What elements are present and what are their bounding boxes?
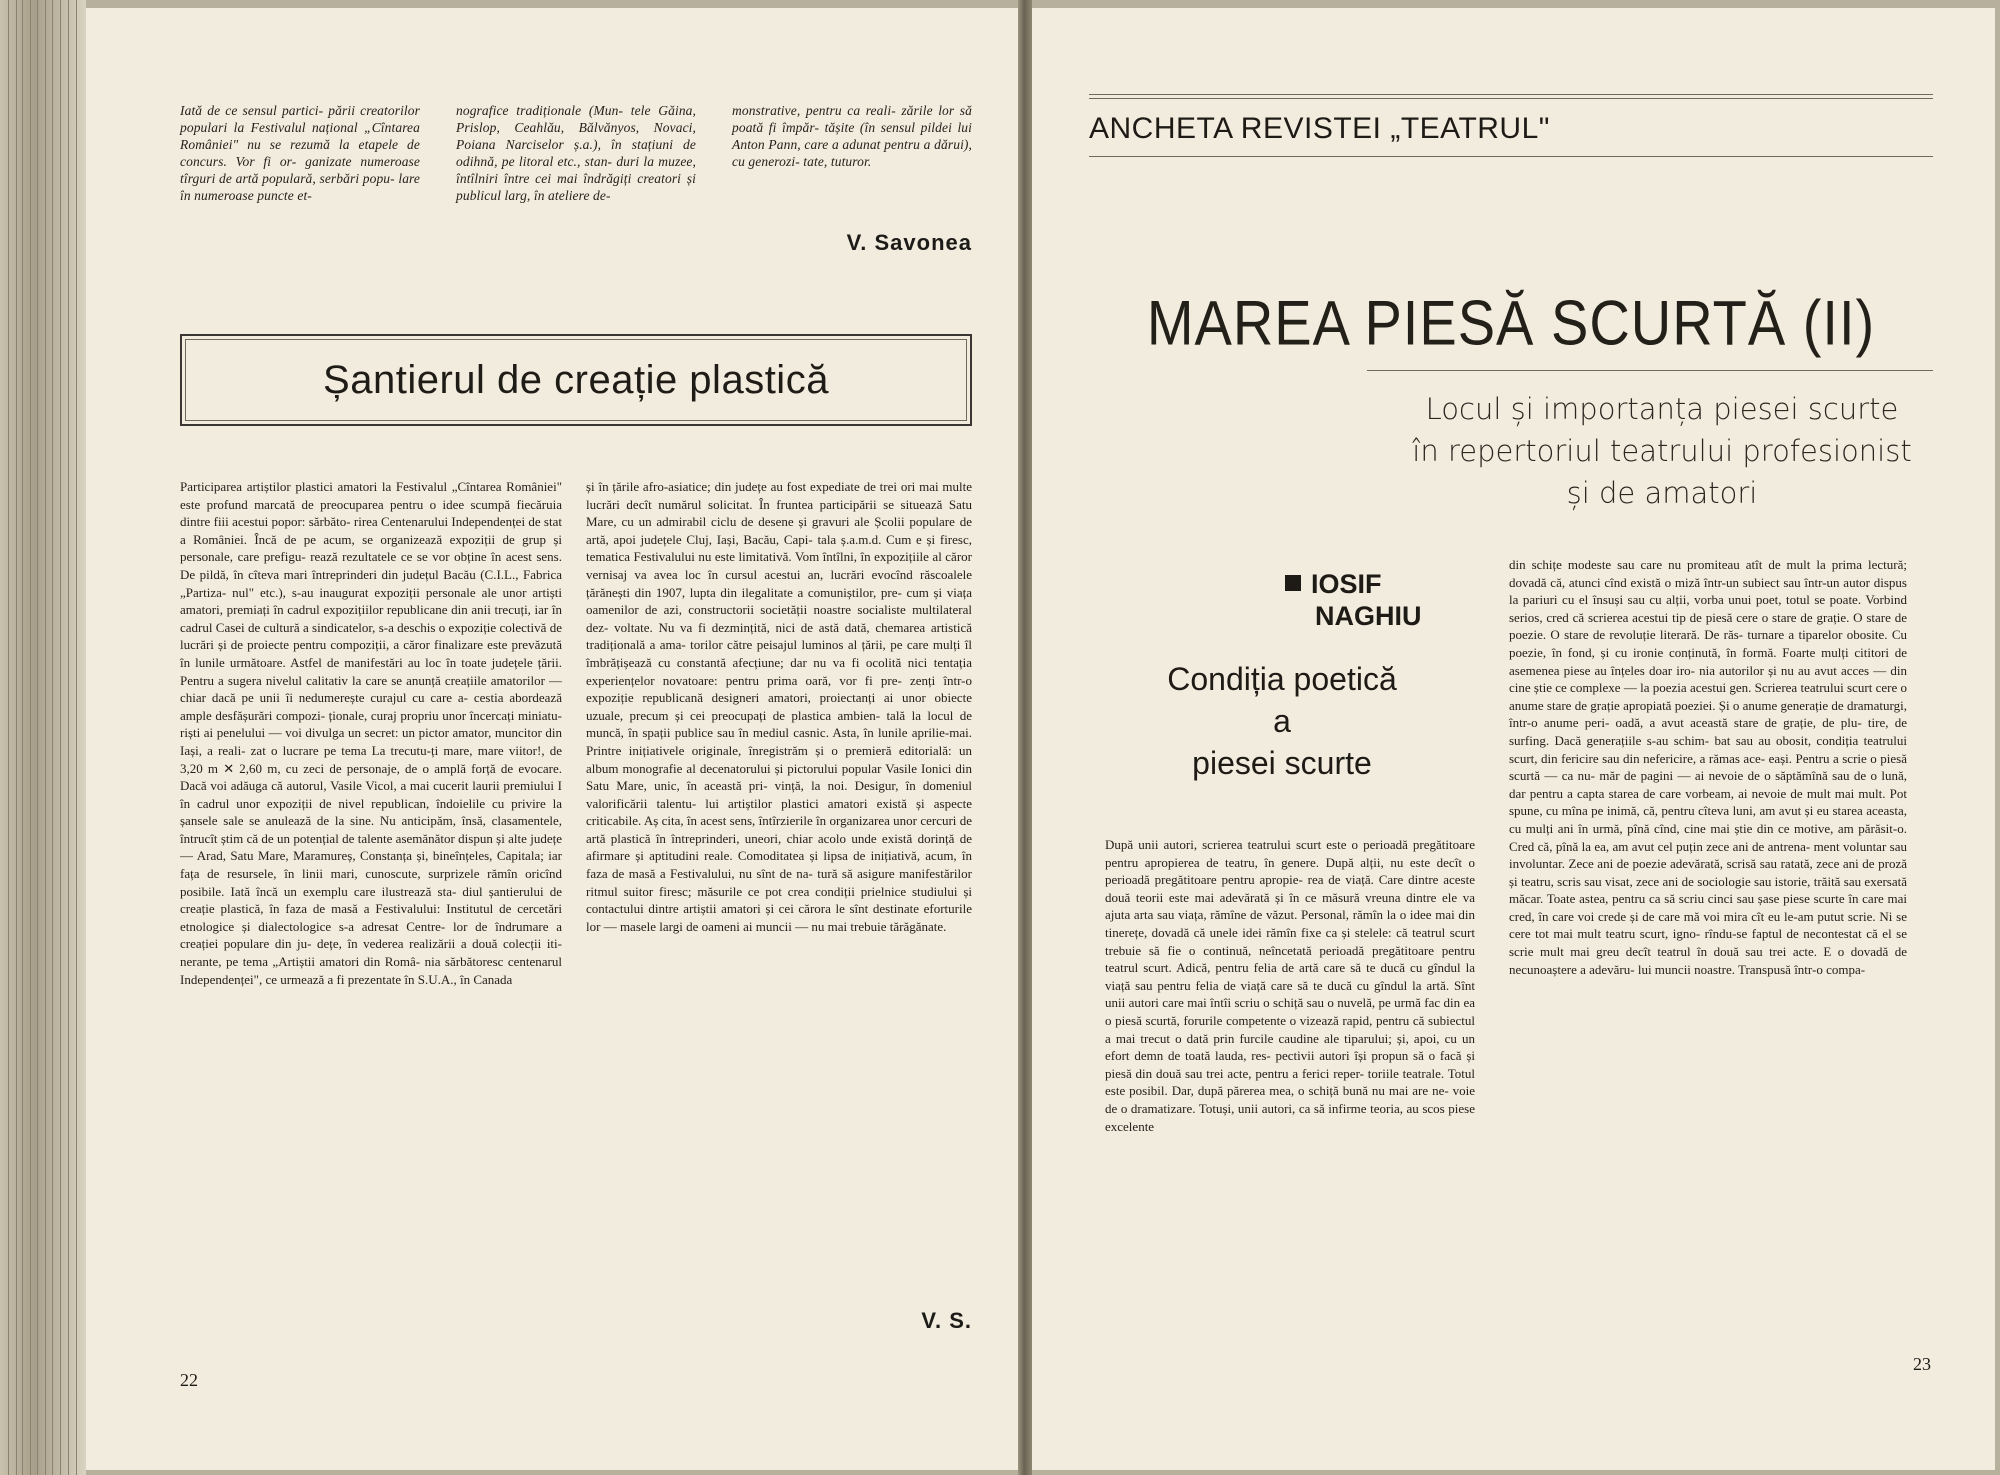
bullet-square-icon [1285,575,1301,591]
main-title: MAREA PIESĂ SCURTĂ (II) [1146,287,1876,358]
subtitle-line-3: și de amatori [1566,476,1758,510]
headline-line-1: Condiția poetică [1167,661,1397,697]
header-rule-bottom [1089,156,1933,157]
headline-line-2: a [1273,703,1291,739]
page-22 [86,8,1024,1470]
intro-column-3: monstrative, pentru ca reali- zările lor să poată fi împăr- tășite (în sensul pildei lui Anton Pann, care a adunat pentru a dărui), cu generozi- tate, tuturor. [732,103,972,169]
article-column-1: Participarea artiștilor plastici amatori la Festivalul „Cîntarea României" este profund marcată de preocuparea pentru o idee scumpă fiecăruia dintre fiii acestui popor: sărbăto- rirea Centenarului Independenței de stat a României. Încă de pe acum, se organizează expoziții de grup și personale, care prefigu- rează rezultatele ce se vor obține în acest sens. De pildă, în cîteva mari întreprinderi din județul Bacău (C.I.L., Fabrica „Partiza- nul" etc.), s-au inaugurat expoziții personale ale unor artiști amatori, premiați în cadrul expozițiilor republicane din anii trecuți, iar în cadrul Casei de cultură a sindicatelor, s-a deschis o expoziție colectivă de lucrări și de proiecte pentru compoziții, a căror finalizare este prevăzută în lunile următoare. Astfel de manifestări au loc în toate județele țării. Pentru a sugera nivelul calitativ la care se anunță creațiile amatorilor — chiar dacă pe unii îi nedumerește curajul cu care a- cestia abordează ample desfășurări compozi- ționale, curaj propriu unor încercați miniatu- riști ai penelului — voi divulga un secret: un pictor amator, muncitor din Iași, a reali- zat o lucrare pe tema La trecutu-ți mare, mare viitor!, de 3,20 m ✕ 2,60 m, cu zeci de personaje, de o amplă forță de evocare. Dacă voi adăuga că autorul, Vasile Vicol, a mai cucerit laurii premiului I în cadrul unor expoziții de nivel republican, îndoielile cu privire la șansele sale se anulează de la sine. Nu anticipăm, însă, clasamentele, întrucît știm că de un potențial de talente asemănător dispun și alte județe — Arad, Satu Mare, Maramureș, Constanța și, bineînțeles, Capitala; iar fața de resursele, în linii mari, cunoscute, surprizele rămîn oricînd posibile. Iată încă un exemplu care ilustrează sta- diul șantierului de creație plastică, în faza de masă a Festivalului: Institutul de cercetări etnologice și dialectologice s-a adresat Centre- lor de îndrumare a creației populare din ju- dețe, în vederea realizării a două colecții iti- nerante, pe tema „Artiștii amatori din Româ- nia sărbătoresc centenarul Independenței", ce urmează a fi prezentate în S.U.A., în Canada [180,479,562,987]
header-rule-top-2 [1089,98,1933,99]
subtitle-line-1: Locul și importanța piesei scurte [1425,392,1899,426]
article-headline [1132,658,1432,784]
book-gutter [1018,0,1032,1475]
subtitle [1357,388,1967,514]
header-rule-top [1089,94,1933,95]
book-edge [0,0,86,1475]
page-number-right: 23 [1913,1354,1931,1374]
subtitle-line-2: în repertoriul teatrului profesionist [1412,434,1912,468]
author-first-name: IOSIF [1311,569,1382,599]
article-column-1: După unii autori, scrierea teatrului scurt este o perioadă pregătitoare pentru apropierea de teatru, în genere. După alții, nu este decît o perioadă pregătitoare pentru apropie- rea de viață. Care dintre aceste două teorii este mai adevărată și în ce măsură vreuna dintre ele va ajuta arta sau viața, rămîne de văzut. Personal, rămîn la o idee mai din tinerețe, dovadă că unele idei rămîn fixe ca și stelele: că teatrul scurt trebuie să fie o continuă, neîncetată perioadă pregătitoare pentru teatrul scurt. Adică, pentru felia de artă care să te ducă cu gîndul la viață sau pentru felia de viață care să te ducă cu gîndul la artă. Sînt unii autori care mai întîi scriu o schiță sau o nuvelă, pe urmă fac din ea o piesă scurtă, forurile competente o vizează rapid, pentru că subiectul a mai trecut o dată prin furcile caudine ale tiparului; și, apoi, cu un efort demn de toată lauda, res- pectivii autori își propun să o facă și piesă din două sau trei acte, pentru a ferici reper- toriile teatrale. Totul este posibil. Dar, după părerea mea, o schiță bună nu mai are ne- voie de o dramatizare. Totuși, unii autori, ca să infirme teoria, au scos piese excelente [1105,837,1475,1134]
intro-signature: V. Savonea [846,230,972,255]
article-column-2: și în țările afro-asiatice; din județe au fost expediate de trei ori mai multe lucrări decît numărul solicitat. În fruntea participării se situează Satu Mare, cu un admirabil ciclu de desene și gravuri ale Școlii populare de artă, apoi județele Cluj, Iași, Bacău, Capi- tala ș.a.m.d. Cum e și firesc, tematica Festivalului nu este limitativă. Vom întîlni, în expozițiile al căror vernisaj va avea loc în cursul acestui an, lucrări evocînd răscoalele țărănești din 1907, lupta din ilegalitate a comuniștilor, pre- cum și viața oamenilor de azi, constructorii societății noastre socialiste multilateral dez- voltate. Nu va fi dezmințită, nici de astă dată, chemarea artistică tradițională a ama- torilor către peisajul luminos al țării, pe care mulți îl îmbrățișează cu constantă afecțiune; dar nu va fi ocolită nici tentația experiențelor novatoare: pentru prima oară, vor fi pre- zenți într-o expoziție republicană designeri amatori, proiectanți ai unor obiecte uzuale, precum și cei preocupați de plastica ambien- tală la locul de muncă, în spații publice sau în mediul casnic. Asta, în lunile aprilie-mai. Printre inițiativele originale, înregistrăm și o premieră editorială: un album monografie al decenatorului și pictorului popular Vasile Ionici din Satu Mare, unic, în această pri- vință, la noi. Desigur, în domeniul valorificării talentu- lui artiștilor plastici amatori există și aspecte criticabile. Aș cita, în acest sens, întîrzierile în organizarea unor cercuri de artă plastică în întreprinderi, uneori, chiar acolo unde există dorință de afirmare și aptitudini reale. Comoditatea și lipsa de inițiativă, acum, în faza de masă a Festivalului, nu sînt de na- tură să asigure manifestărilor ritmul suitor firesc; măsurile ce pot crea condiții prielnice studiului și contactului dintre artiștii amatori și cei cărora le sînt destinate eforturile lor — masele largi de oameni ai muncii — nu mai trebuie tărăgănate. [586,479,972,934]
intro-column-2: nografice tradiționale (Mun- tele Găina, Prislop, Ceahlău, Bălvănyos, Novaci, Poiana Narciselor ș.a.), în stațiuni de odihnă, pe litoral etc., stan- duri la muzee, întîlniri între cei mai îndrăgiți creatori și publicul larg, în ateliere de- [456,103,696,203]
article-signature: V. S. [921,1308,972,1333]
title-rule [1367,370,1933,371]
section-title: Șantierul de creație plastică [323,358,829,402]
survey-header: ANCHETA REVISTEI „TEATRUL" [1089,112,1550,145]
page-23 [1027,8,1995,1470]
intro-column-1: Iată de ce sensul partici- pării creatorilor populari la Festivalul național „Cîntarea României" nu se rezumă la etapele de concurs. Vor fi or- ganizate numeroase tîrguri de artă populară, serbări popu- lare în numeroase puncte et- [180,103,420,203]
headline-line-3: piesei scurte [1192,745,1372,781]
author-last-name: NAGHIU [1315,601,1422,631]
article-column-2: din schițe modeste sau care nu promiteau atît de mult la prima lectură; dovadă că, atunci cînd există o miză într-un subiect sau într-un autor dispus la pariuri cu el însuși sau cu alții, vorba unui poet, totul se poate. Vorbind serios, cred că scrierea acestui tip de piesă cere o stare de grație. O stare de poezie. O stare de revoluție literară. De răs- turnare a tiparelor obosite. Cu poezie, în fond, și cu ironie conținută, în formă. Foarte mulți cititori de asemenea piese au înțeles doar iro- nia autorilor și nu au avut acces — din cine știe ce complexe — la poezia acestui gen. Scrierea teatrului scurt cere o anume stare de grație apropiată poeziei. Și o anume generație de dramaturgi, într-o anume peri- oadă, a avut această stare de grație, de plu- tire, de surfing. Dacă generațiile s-au schim- bat sau au obosit, condiția teatrului scurt, din fericire sau din nefericire, a rămas ace- eași. Pentru a scrie o piesă scurtă — ca nu- măr de pagini — ai nevoie de o săptămînă sau de o lună, dar pentru a capta starea de care vorbeam, ai nevoie de mult mai mult. Pot spune, cu mîna pe inimă, că, pentru cîteva luni, am avut și eu starea aceasta, cu mulți ani în urmă, pînă cînd, cine mai știe din ce motive, am părăsit-o. Cred că, pînă la ea, am avut cel puțin zece ani de antrena- ment voluntar sau involuntar. Zece ani de poezie adevărată, scrisă sau ratată, zece ani de proză și teatru, scris sau visat, zece ani de sociologie sau istorie, trăită sau exersată măcar. Toate astea, pentru ca să scriu cinci sau șase piese scurte în care mai cred, în care voi crede și de care mă voi mira cît eu le-am putut scrie. Ni se cere tot mai mult teatru scurt, igno- rîndu-se faptul de necontestat că el se scrie mult mai greu decît teatrul în două sau trei acte. E o dovadă de necunoaștere a adevăru- lui muncii noastre. Transpusă într-o compa- [1509,557,1907,977]
section-title-box [180,334,972,426]
page-number-left: 22 [180,1370,198,1390]
author-name [1285,568,1422,632]
